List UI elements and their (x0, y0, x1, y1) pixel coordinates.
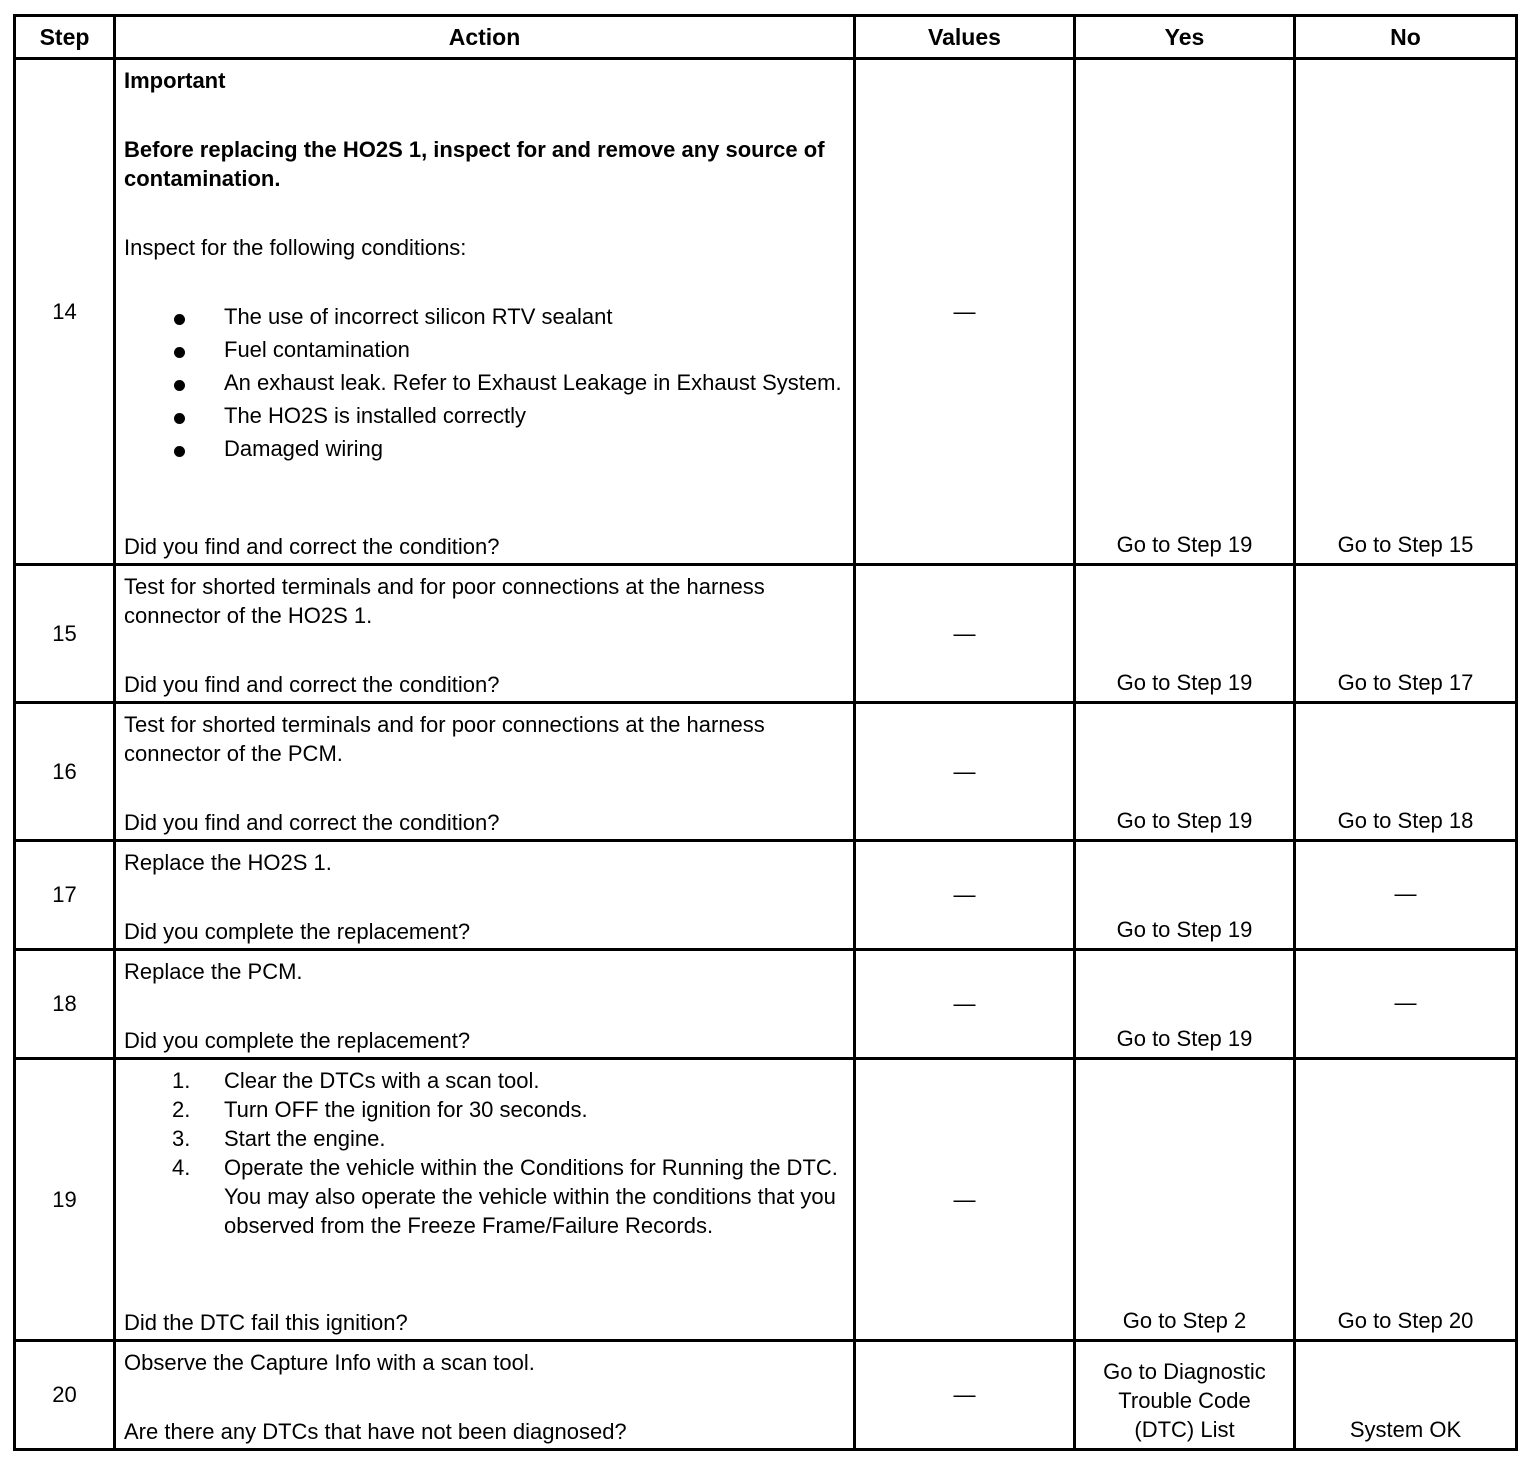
table-row-step-14 (15, 59, 1517, 565)
table-row-step-15 (15, 565, 1517, 703)
condition-list (124, 302, 845, 463)
no-cell: System OK (1295, 1341, 1517, 1450)
values-cell: — (855, 1341, 1075, 1450)
procedure-list (124, 1066, 845, 1240)
list-item (124, 1066, 845, 1095)
header-step: Step (15, 16, 115, 59)
bullet-icon (174, 413, 185, 424)
no-cell: Go to Step 20 (1295, 1059, 1517, 1341)
action-text: Test for shorted terminals and for poor connections at the harness connector of the HO2S 1. (124, 574, 765, 628)
table-row-step-19 (15, 1059, 1517, 1341)
action-question: Did you find and correct the condition? (124, 534, 500, 559)
values-cell: — (855, 841, 1075, 950)
action-question: Did you find and correct the condition? (124, 810, 500, 835)
yes-cell: Go to Step 19 (1075, 841, 1295, 950)
yes-cell: Go to Step 2 (1075, 1059, 1295, 1341)
bullet-icon (174, 347, 185, 358)
bullet-icon (174, 314, 185, 325)
list-item (124, 302, 845, 331)
diagnostic-table (13, 14, 1518, 1451)
header-values: Values (855, 16, 1075, 59)
header-no: No (1295, 16, 1517, 59)
action-question: Did you find and correct the condition? (124, 672, 500, 697)
list-item-text: Turn OFF the ignition for 30 seconds. (224, 1097, 588, 1122)
list-item-number: 4. (172, 1155, 191, 1180)
table-row-step-18 (15, 950, 1517, 1059)
no-cell: — (1295, 841, 1517, 950)
values-cell: — (855, 59, 1075, 565)
action-question: Did you complete the replacement? (124, 919, 471, 944)
header-action: Action (115, 16, 855, 59)
list-item (124, 1153, 845, 1240)
yes-cell: Go to Diagnostic Trouble Code (DTC) List (1075, 1341, 1295, 1450)
step-number: 14 (15, 59, 115, 565)
action-question: Are there any DTCs that have not been diagnosed? (124, 1419, 627, 1444)
step-number: 17 (15, 841, 115, 950)
values-cell: — (855, 950, 1075, 1059)
step-number: 15 (15, 565, 115, 703)
step-number: 16 (15, 703, 115, 841)
action-question: Did you complete the replacement? (124, 1028, 471, 1053)
list-item-text: Fuel contamination (224, 337, 410, 362)
values-cell: — (855, 565, 1075, 703)
action-cell (115, 1341, 855, 1450)
yes-cell: Go to Step 19 (1075, 59, 1295, 565)
no-cell: Go to Step 18 (1295, 703, 1517, 841)
list-item-number: 2. (172, 1097, 191, 1122)
list-item-text: Damaged wiring (224, 436, 383, 461)
yes-cell: Go to Step 19 (1075, 703, 1295, 841)
table-row-step-20 (15, 1341, 1517, 1450)
list-item (124, 1124, 845, 1153)
bullet-icon (174, 446, 185, 457)
list-item (124, 335, 845, 364)
list-item (124, 434, 845, 463)
step-number: 20 (15, 1341, 115, 1450)
action-text: Observe the Capture Info with a scan tool. (124, 1350, 535, 1375)
warning-text: Before replacing the HO2S 1, inspect for and remove any source of contamination. (124, 137, 825, 191)
no-cell: — (1295, 950, 1517, 1059)
list-item-text: The use of incorrect silicon RTV sealant (224, 304, 613, 329)
action-cell (115, 703, 855, 841)
header-yes: Yes (1075, 16, 1295, 59)
list-item-text: Operate the vehicle within the Conditions for Running the DTC. You may also operate the vehicle within the conditions that you observed from the Freeze Frame/Failure Records. (224, 1155, 838, 1238)
action-question: Did the DTC fail this ignition? (124, 1310, 408, 1335)
important-label: Important (124, 68, 226, 93)
table-row-step-17 (15, 841, 1517, 950)
list-item-number: 1. (172, 1068, 191, 1093)
no-cell: Go to Step 17 (1295, 565, 1517, 703)
list-item (124, 368, 845, 397)
action-text: Test for shorted terminals and for poor connections at the harness connector of the PCM. (124, 712, 765, 766)
list-item-text: Start the engine. (224, 1126, 386, 1151)
list-item-text: The HO2S is installed correctly (224, 403, 526, 428)
values-cell: — (855, 1059, 1075, 1341)
yes-cell: Go to Step 19 (1075, 565, 1295, 703)
no-cell: Go to Step 15 (1295, 59, 1517, 565)
list-item (124, 1095, 845, 1124)
table-row-step-16 (15, 703, 1517, 841)
action-cell (115, 565, 855, 703)
list-item-text: An exhaust leak. Refer to Exhaust Leakage in Exhaust System. (224, 370, 842, 395)
inspect-intro: Inspect for the following conditions: (124, 235, 467, 260)
header-row (15, 16, 1517, 59)
list-item (124, 401, 845, 430)
action-cell (115, 1059, 855, 1341)
action-cell (115, 59, 855, 565)
step-number: 18 (15, 950, 115, 1059)
yes-cell: Go to Step 19 (1075, 950, 1295, 1059)
step-number: 19 (15, 1059, 115, 1341)
action-text: Replace the PCM. (124, 959, 303, 984)
list-item-number: 3. (172, 1126, 191, 1151)
values-cell: — (855, 703, 1075, 841)
list-item-text: Clear the DTCs with a scan tool. (224, 1068, 540, 1093)
action-cell (115, 841, 855, 950)
action-cell (115, 950, 855, 1059)
bullet-icon (174, 380, 185, 391)
action-text: Replace the HO2S 1. (124, 850, 332, 875)
